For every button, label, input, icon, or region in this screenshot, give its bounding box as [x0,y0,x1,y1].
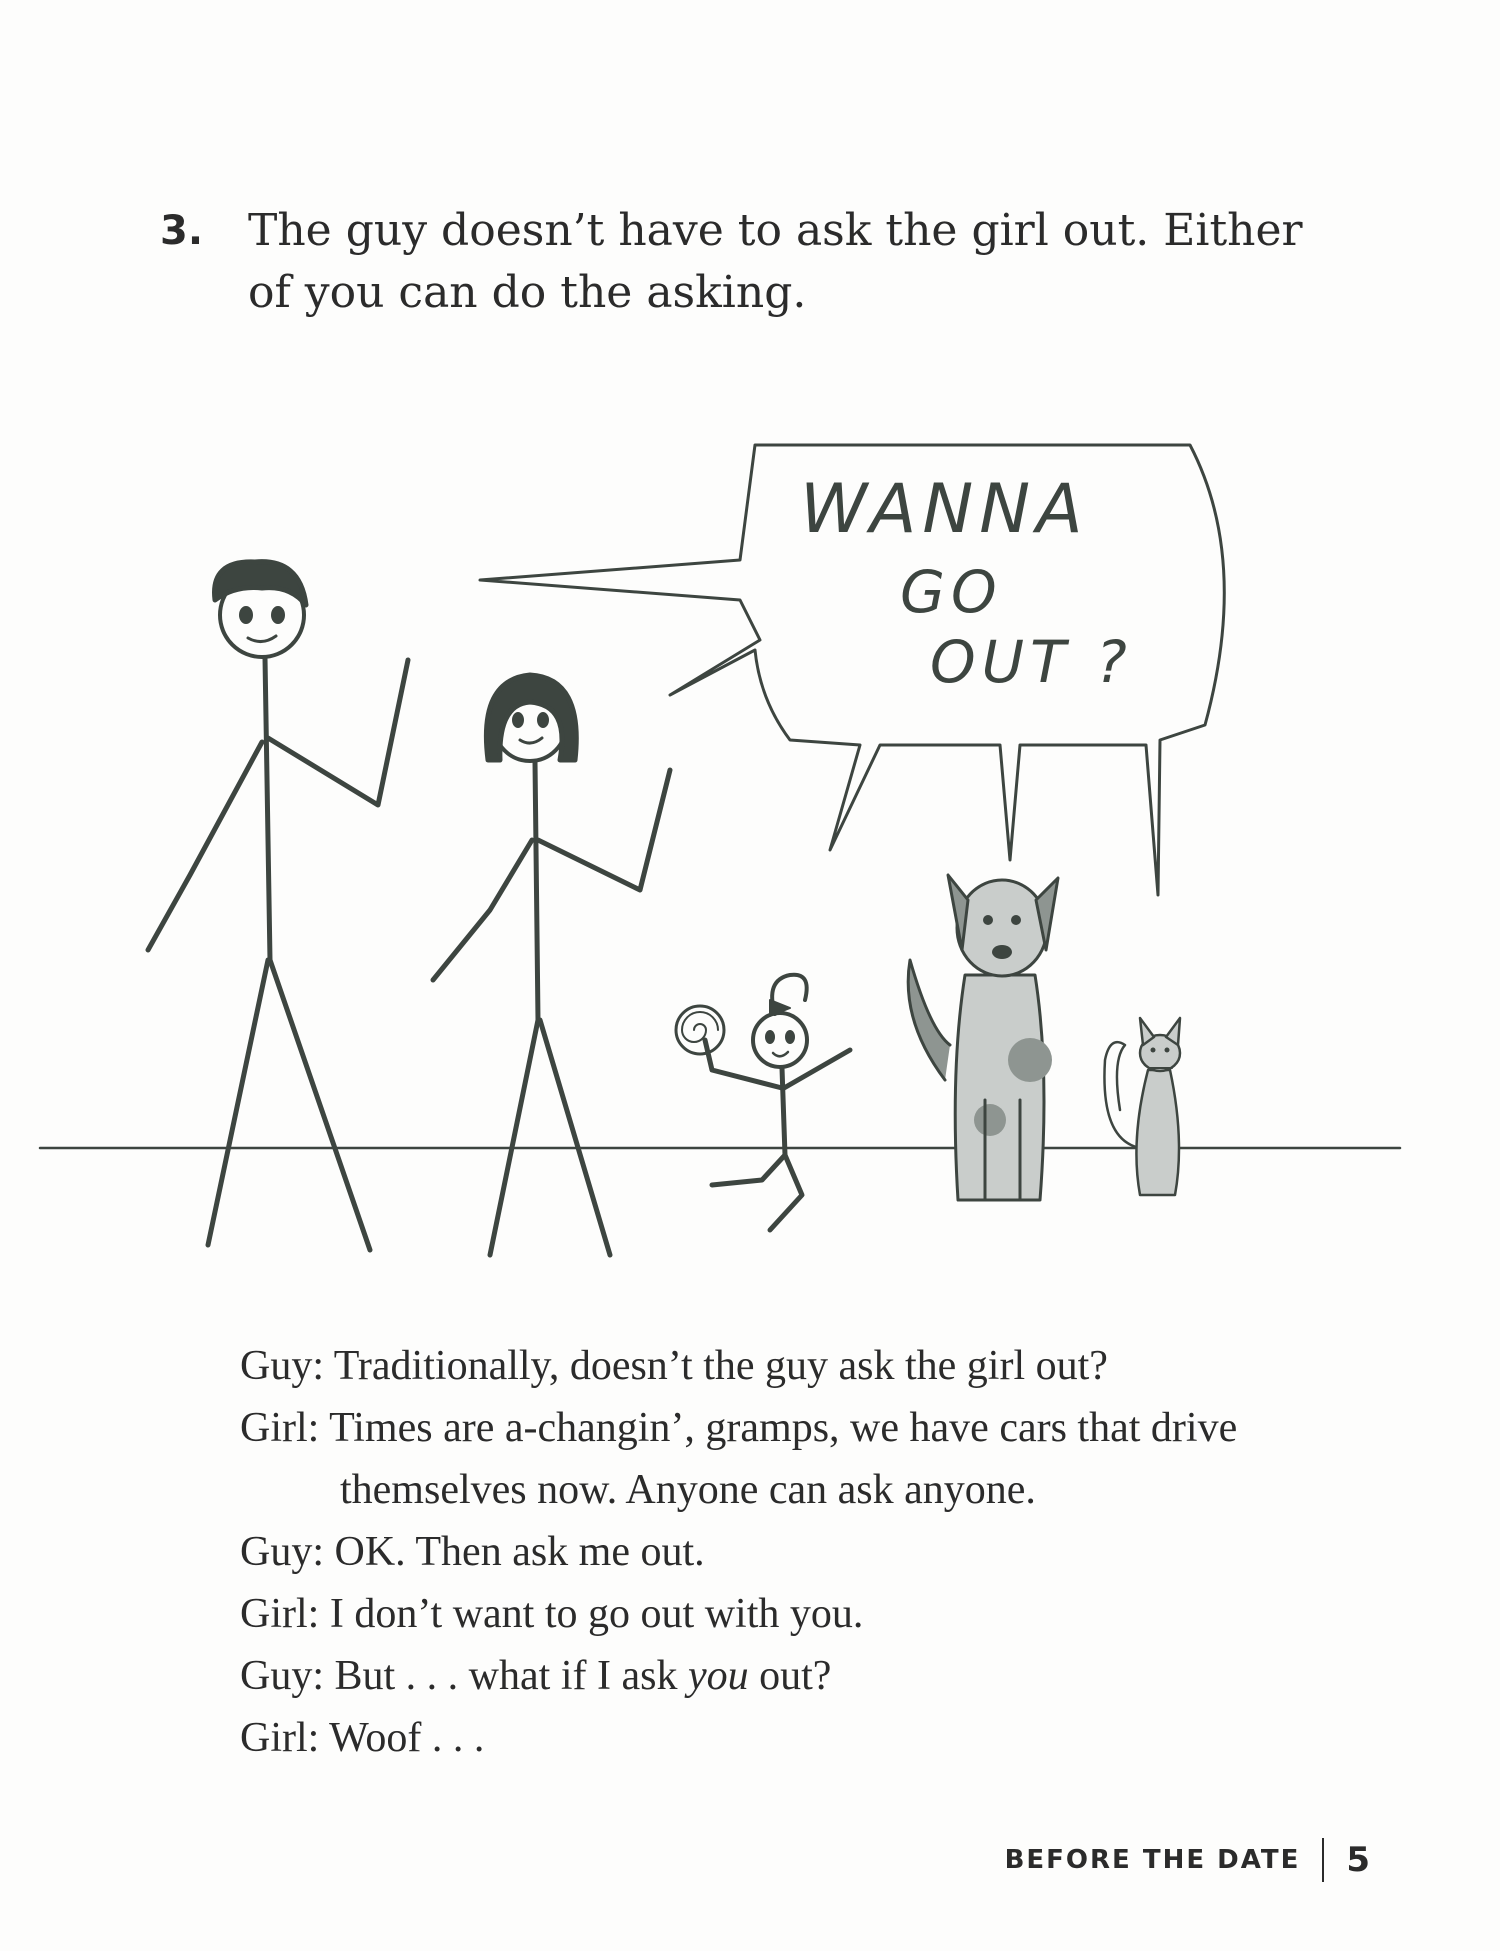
section-label: BEFORE THE DATE [1004,1845,1301,1875]
dialogue [240,1335,1340,1769]
speech-line-1: WANNA [800,470,1089,549]
dialogue-emphasis: you [687,1653,749,1699]
girl-figure [433,675,670,1255]
kid-figure [676,975,850,1230]
cat-figure [1104,1018,1180,1195]
speaker-label: Guy: [240,1653,324,1699]
dialogue-text: Times are a-changin’, gramps, we have cars that drive themselves now. Anyone can ask anyone. [329,1405,1238,1513]
speaker-label: Girl: [240,1715,320,1761]
speech-line-3: OUT ? [930,628,1133,696]
footer-divider [1322,1838,1324,1882]
dialogue-text: I don’t want to go out with you. [329,1591,864,1637]
dialogue-line [240,1397,1340,1521]
speaker-label: Girl: [240,1405,320,1451]
page-number: 5 [1346,1840,1370,1880]
tip-paragraph [160,200,1320,324]
dialogue-line [240,1335,1340,1397]
dialogue-text: Woof . . . [329,1715,485,1761]
dialogue-text: Traditionally, doesn’t the guy ask the girl out? [333,1343,1108,1389]
dialogue-line [240,1583,1340,1645]
dialogue-text-before: But . . . what if I ask [334,1653,688,1699]
tip-number: 3. [160,208,204,254]
dialogue-text: OK. Then ask me out. [334,1529,705,1575]
tip-text: The guy doesn’t have to ask the girl out. Either of you can do the asking. [248,205,1303,318]
lollipop [676,1006,724,1054]
dialogue-line [240,1521,1340,1583]
speech-line-2: GO [900,558,1003,626]
dog-figure [908,875,1058,1200]
dialogue-text-after: out? [748,1653,832,1699]
dialogue-line [240,1645,1340,1707]
speaker-label: Guy: [240,1529,324,1575]
stick-figure-illustration [0,420,1500,1300]
dialogue-line [240,1707,1340,1769]
speaker-label: Guy: [240,1343,324,1389]
page-footer [1005,1838,1370,1882]
speaker-label: Girl: [240,1591,320,1637]
